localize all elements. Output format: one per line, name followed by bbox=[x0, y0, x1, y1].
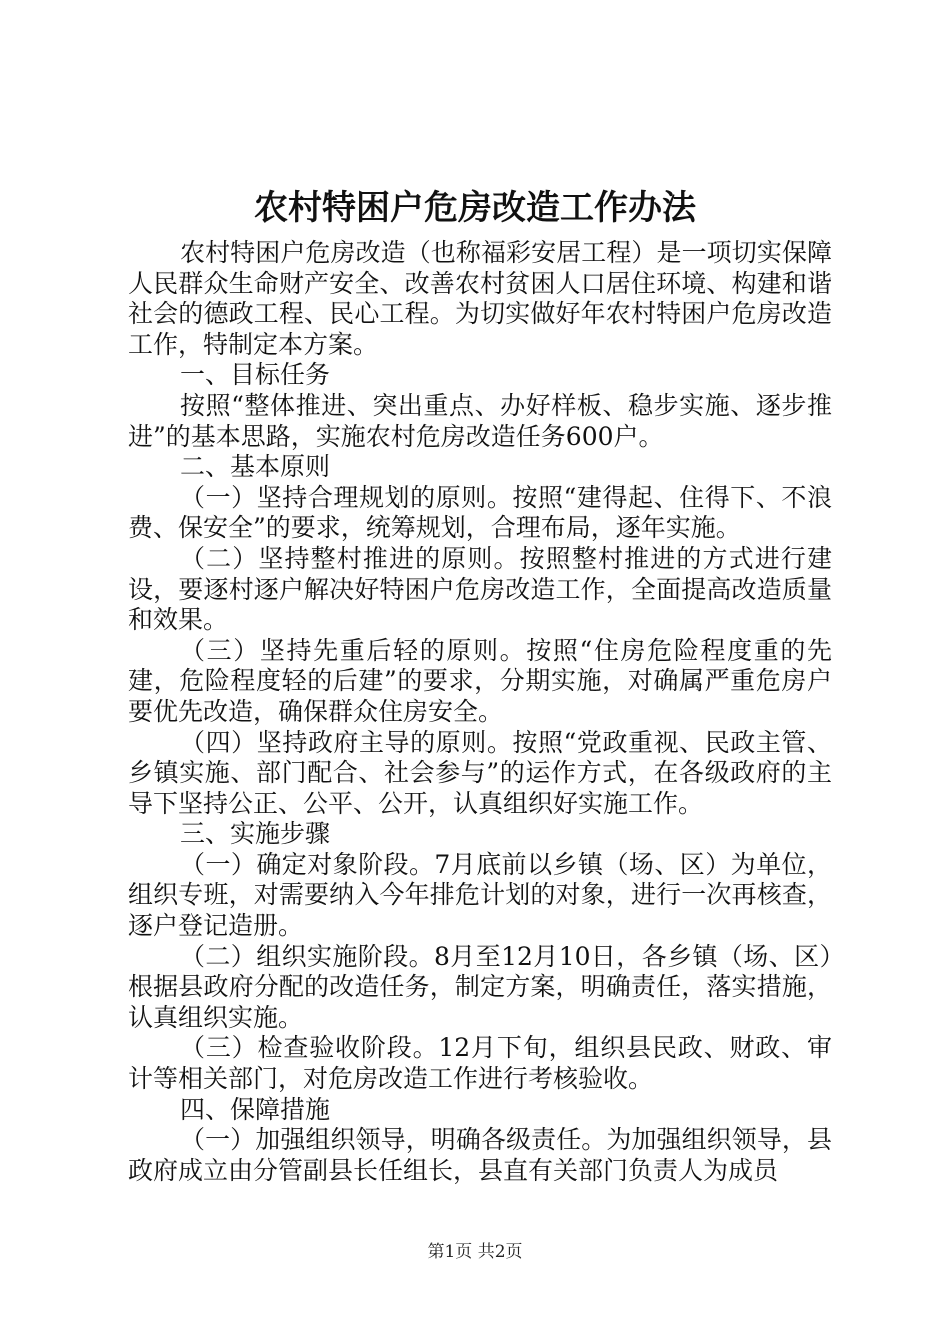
page-number-footer: 第1页 共2页 bbox=[427, 1242, 523, 1262]
paragraph: 按照“整体推进、突出重点、办好样板、稳步实施、逐步推进”的基本思路，实施农村危房改造任务600户。 bbox=[128, 390, 832, 451]
paragraph: （三）坚持先重后轻的原则。按照“住房危险程度重的先建，危险程度轻的后建”的要求，分期实施，对确属严重危房户要优先改造，确保群众住房安全。 bbox=[128, 635, 832, 726]
paragraph: （一）坚持合理规划的原则。按照“建得起、住得下、不浪费、保安全”的要求，统筹规划，合理布局，逐年实施。 bbox=[128, 482, 832, 543]
paragraph: （二）坚持整村推进的原则。按照整村推进的方式进行建设，要逐村逐户解决好特困户危房改造工作，全面提高改造质量和效果。 bbox=[128, 543, 832, 635]
paragraph: （二）组织实施阶段。8月至12月10日，各乡镇（场、区）根据县政府分配的改造任务，制定方案，明确责任，落实措施，认真组织实施。 bbox=[128, 941, 832, 1032]
paragraph: （一）确定对象阶段。7月底前以乡镇（场、区）为单位，组织专班，对需要纳入今年排危计划的对象，进行一次再核查，逐户登记造册。 bbox=[128, 849, 832, 941]
paragraph: （四）坚持政府主导的原则。按照“党政重视、民政主管、乡镇实施、部门配合、社会参与”的运作方式，在各级政府的主导下坚持公正、公平、公开，认真组织好实施工作。 bbox=[128, 727, 832, 818]
document-body bbox=[128, 238, 832, 1186]
paragraph: 农村特困户危房改造（也称福彩安居工程）是一项切实保障人民群众生命财产安全、改善农村贫困人口居住环境、构建和谐社会的德政工程、民心工程。为切实做好年农村特困户危房改造工作，特制定本方案。 bbox=[128, 238, 832, 359]
paragraph: （三）检查验收阶段。12月下旬，组织县民政、财政、审计等相关部门，对危房改造工作进行考核验收。 bbox=[128, 1033, 832, 1094]
paragraph: （一）加强组织领导，明确各级责任。为加强组织领导，县政府成立由分管副县长任组长，县直有关部门负责人为成员 bbox=[128, 1125, 832, 1185]
section-heading: 二、基本原则 bbox=[180, 452, 331, 482]
section-heading: 三、实施步骤 bbox=[180, 819, 331, 849]
section-heading: 四、保障措施 bbox=[180, 1094, 331, 1124]
section-heading: 一、目标任务 bbox=[180, 360, 331, 390]
document-title: 农村特困户危房改造工作办法 bbox=[254, 188, 696, 228]
